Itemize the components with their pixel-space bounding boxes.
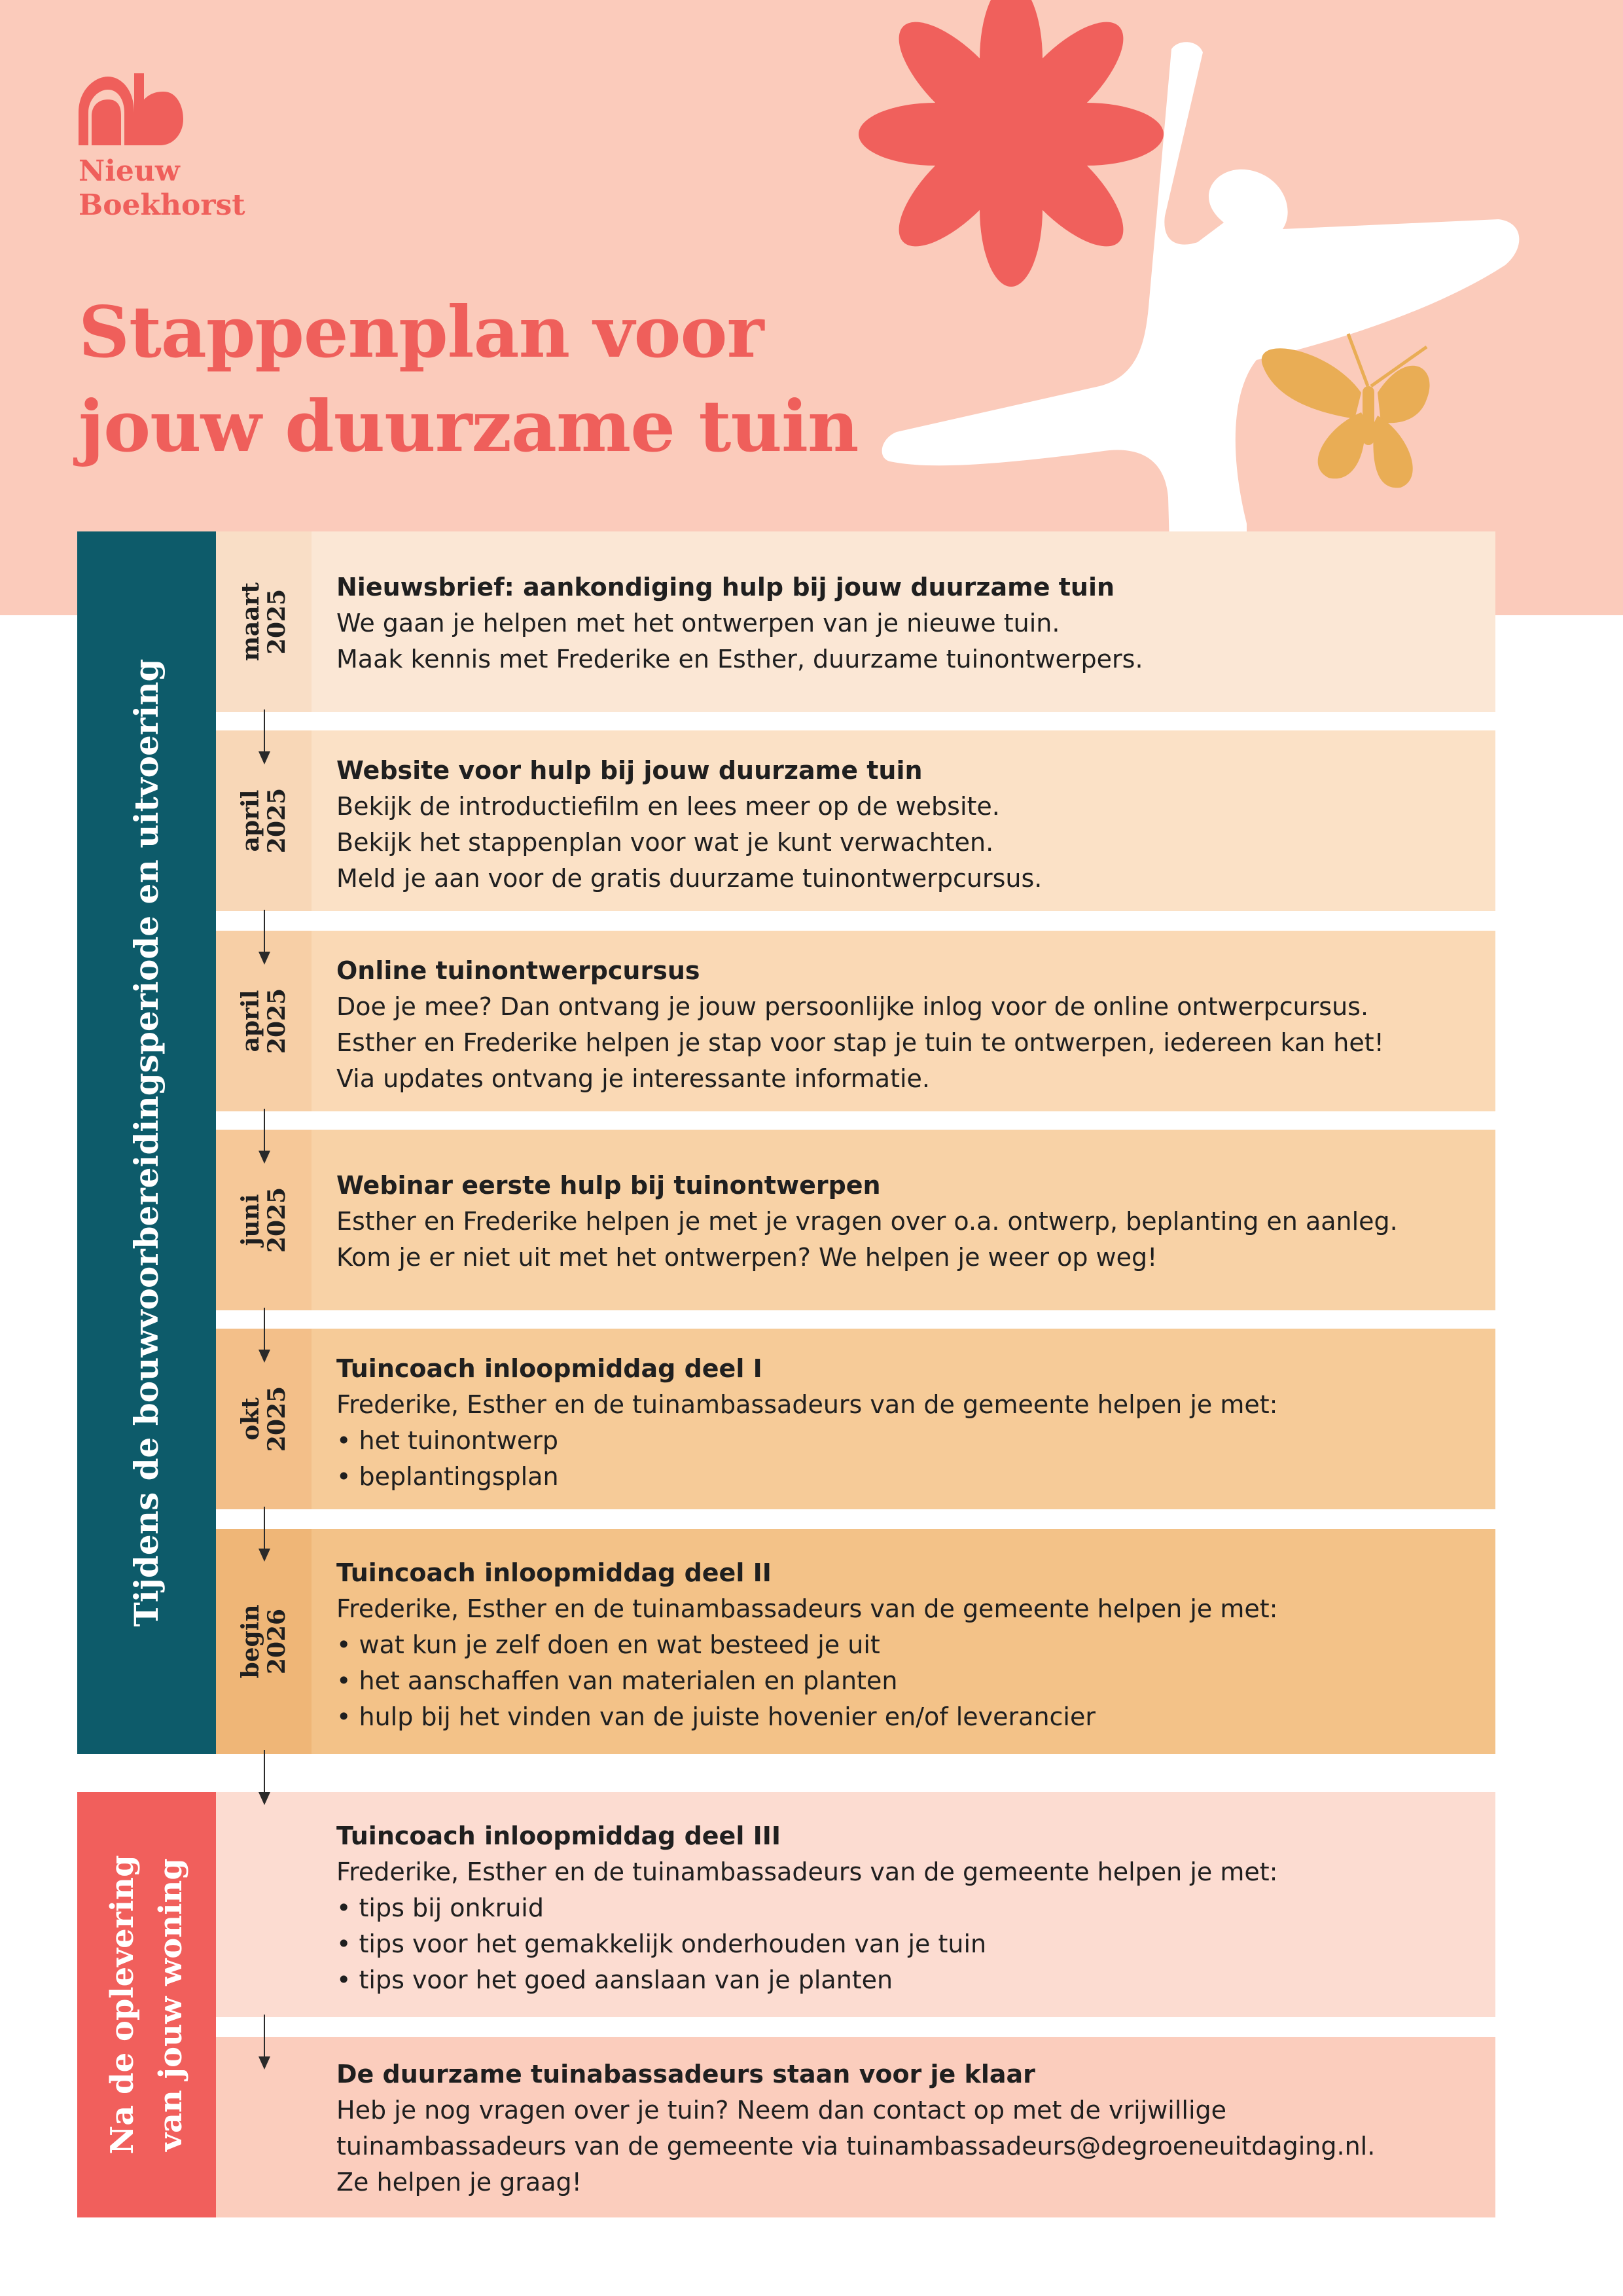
step-title: Webinar eerste hulp bij tuinontwerpen: [336, 1171, 881, 1200]
step-date-month: maart: [237, 582, 264, 662]
timeline-step: [216, 2037, 1495, 2217]
step-text: Via updates ontvang je interessante informatie.: [336, 1064, 931, 1093]
brand-name-line1: Nieuw: [79, 154, 180, 188]
page-title-line1: Stappenplan voor: [79, 291, 764, 374]
step-date-month: okt: [237, 1397, 264, 1441]
timeline-step: [216, 531, 1495, 712]
phase-bar-after-delivery: [77, 1792, 216, 2217]
phase-bar-construction: [77, 531, 216, 1754]
step-date-year: 2026: [263, 1608, 291, 1675]
timeline-step: [216, 1529, 1495, 1754]
step-title: Website voor hulp bij jouw duurzame tuin: [336, 756, 923, 785]
arrow-down-icon: [251, 910, 277, 966]
timeline-step: [216, 1130, 1495, 1310]
brand-logo: [79, 73, 183, 145]
step-text: • tips voor het goed aanslaan van je planten: [336, 1965, 893, 1994]
step-title: Tuincoach inloopmiddag deel I: [336, 1354, 762, 1383]
arrow-down-icon: [251, 1308, 277, 1364]
arrow-down-icon: [251, 1750, 277, 1806]
step-date-month: april: [237, 990, 264, 1052]
step-text: • hulp bij het vinden van de juiste hovenier en/of leverancier: [336, 1702, 1096, 1731]
butterfly-icon: [1262, 334, 1430, 488]
hero-banner: [0, 0, 1623, 615]
step-title: Online tuinontwerpcursus: [336, 956, 700, 985]
step-text: Ze helpen je graag!: [336, 2168, 582, 2197]
step-text: • tips voor het gemakkelijk onderhouden van je tuin: [336, 1929, 987, 1958]
timeline-step: [216, 1792, 1495, 2017]
step-text: Frederike, Esther en de tuinambassadeurs van de gemeente helpen je met:: [336, 1594, 1278, 1623]
phase-label: [98, 1855, 195, 2154]
step-text: • wat kun je zelf doen en wat besteed je uit: [336, 1630, 880, 1659]
step-text: tuinambassadeurs van de gemeente via tuinambassadeurs@degroeneuitdaging.nl.: [336, 2132, 1376, 2161]
step-title: Tuincoach inloopmiddag deel III: [336, 1821, 781, 1850]
timeline-step: [216, 931, 1495, 1111]
arrow-down-icon: [251, 709, 277, 766]
step-text: • het aanschaffen van materialen en planten: [336, 1666, 898, 1695]
step-title: Tuincoach inloopmiddag deel II: [336, 1558, 772, 1587]
timeline-step: [216, 1329, 1495, 1509]
step-text: Doe je mee? Dan ontvang je jouw persoonlijke inlog voor de online ontwerpcursus.: [336, 992, 1369, 1021]
page-title: [79, 285, 859, 474]
step-text: Meld je aan voor de gratis duurzame tuinontwerpcursus.: [336, 864, 1043, 893]
step-text: Esther en Frederike helpen je stap voor stap je tuin te ontwerpen, iedereen kan het!: [336, 1028, 1384, 1057]
step-text: Frederike, Esther en de tuinambassadeurs van de gemeente helpen je met:: [336, 1857, 1278, 1886]
phase-label-line1: Na de oplevering: [104, 1855, 141, 2155]
arrow-down-icon: [251, 2015, 277, 2071]
step-text: • het tuinontwerp: [336, 1426, 558, 1455]
arrow-down-icon: [251, 1507, 277, 1563]
page-title-line2: jouw duurzame tuin: [79, 386, 859, 468]
step-text: Frederike, Esther en de tuinambassadeurs van de gemeente helpen je met:: [336, 1390, 1278, 1419]
step-date: [216, 531, 312, 712]
step-date-month: juni: [237, 1194, 264, 1246]
step-text: • beplantingsplan: [336, 1462, 559, 1491]
step-text: Kom je er niet uit met het ontwerpen? We helpen je weer op weg!: [336, 1243, 1158, 1272]
step-date-year: 2025: [263, 787, 291, 854]
step-date-month: begin: [237, 1604, 264, 1679]
step-date-year: 2025: [263, 1386, 291, 1452]
step-text: Heb je nog vragen over je tuin? Neem dan contact op met de vrijwillige: [336, 2096, 1227, 2125]
step-date-year: 2025: [263, 1187, 291, 1253]
step-title: De duurzame tuinabassadeurs staan voor je klaar: [336, 2060, 1035, 2089]
step-title: Nieuwsbrief: aankondiging hulp bij jouw duurzame tuin: [336, 573, 1115, 601]
step-text: Maak kennis met Frederike en Esther, duurzame tuinontwerpers.: [336, 645, 1143, 673]
timeline-step: [216, 730, 1495, 911]
arrow-down-icon: [251, 1109, 277, 1165]
brand-name-line2: Boekhorst: [79, 188, 245, 222]
phase-label-line2: van jouw woning: [152, 1858, 189, 2151]
brand-name: [79, 154, 245, 223]
step-date-year: 2025: [263, 588, 291, 655]
step-text: We gaan je helpen met het ontwerpen van je nieuwe tuin.: [336, 609, 1060, 637]
step-date-year: 2025: [263, 988, 291, 1054]
step-text: Esther en Frederike helpen je met je vragen over o.a. ontwerp, beplanting en aanleg.: [336, 1207, 1398, 1236]
phase-label: Tijdens de bouwvoorbereidingsperiode en uitvoering: [127, 658, 166, 1627]
step-text: • tips bij onkruid: [336, 1893, 544, 1922]
step-text: Bekijk de introductiefilm en lees meer op de website.: [336, 792, 1000, 821]
flower-icon: [859, 0, 1164, 287]
step-text: Bekijk het stappenplan voor wat je kunt verwachten.: [336, 828, 994, 857]
step-date-month: april: [237, 789, 264, 852]
